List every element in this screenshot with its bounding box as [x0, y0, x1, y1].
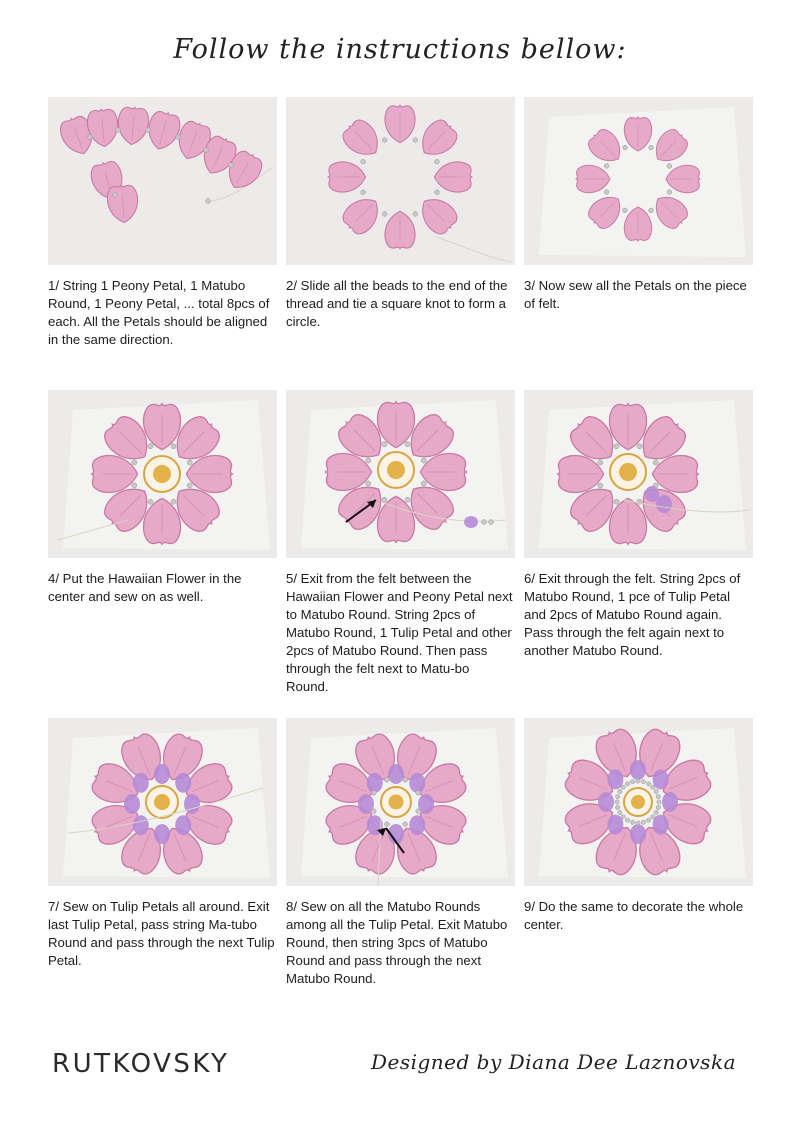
step-caption: 9/ Do the same to decorate the whole center. [524, 899, 744, 932]
step-photo-4 [48, 390, 277, 558]
step-7 [48, 718, 277, 970]
step-caption: 5/ Exit from the felt between the Hawaiian Flower and Peony Petal next to Matubo Round. String 2pcs of Matubo Round, 1 Tulip Petal and other 2pcs of Matubo Round. Then pass through the felt next to Matu-bo Round. [286, 571, 513, 694]
step-caption: 4/ Put the Hawaiian Flower in the center and sew on as well. [48, 571, 242, 604]
step-1 [48, 97, 277, 349]
step-caption: 1/ String 1 Peony Petal, 1 Matubo Round, 1 Peony Petal, ... total 8pcs of each. All the Petals should be aligned in the same direction. [48, 278, 270, 347]
beads-photo [524, 718, 753, 886]
beads-photo [524, 390, 753, 558]
beads-photo [48, 390, 277, 558]
brand-logo: RUTKOVSKY [52, 1049, 230, 1079]
step-caption: 2/ Slide all the beads to the end of the thread and tie a square knot to form a circle. [286, 278, 508, 329]
designer-credit: Designed by Diana Dee Laznovska [370, 1050, 736, 1074]
step-8 [286, 718, 515, 988]
beads-photo [524, 97, 753, 265]
beads-photo [286, 390, 515, 558]
step-photo-2 [286, 97, 515, 265]
step-caption: 6/ Exit through the felt. String 2pcs of Matubo Round, 1 pce of Tulip Petal and 2pcs of Matubo Round again. Pass through the felt again next to another Matubo Round. [524, 571, 741, 658]
step-photo-8 [286, 718, 515, 886]
step-4 [48, 390, 277, 606]
beads-photo [286, 97, 515, 265]
step-caption: 7/ Sew on Tulip Petals all around. Exit last Tulip Petal, pass string Ma-tubo Round and pass through the next Tulip Petal. [48, 899, 275, 968]
step-photo-5 [286, 390, 515, 558]
step-caption: 3/ Now sew all the Petals on the piece of felt. [524, 278, 747, 311]
step-photo-9 [524, 718, 753, 886]
step-9 [524, 718, 753, 934]
step-2 [286, 97, 515, 331]
beads-photo [48, 97, 277, 265]
step-photo-7 [48, 718, 277, 886]
step-6 [524, 390, 753, 660]
beads-photo [48, 718, 277, 886]
step-photo-6 [524, 390, 753, 558]
instruction-grid [48, 97, 754, 997]
beads-photo [286, 718, 515, 886]
step-caption: 8/ Sew on all the Matubo Rounds among all the Tulip Petal. Exit Matubo Round, then string 3pcs of Matubo Round and pass through the next Matubo Round. [286, 899, 508, 986]
step-5 [286, 390, 515, 696]
step-3 [524, 97, 753, 313]
step-photo-3 [524, 97, 753, 265]
page-title: Follow the instructions bellow: [173, 34, 627, 65]
step-photo-1 [48, 97, 277, 265]
